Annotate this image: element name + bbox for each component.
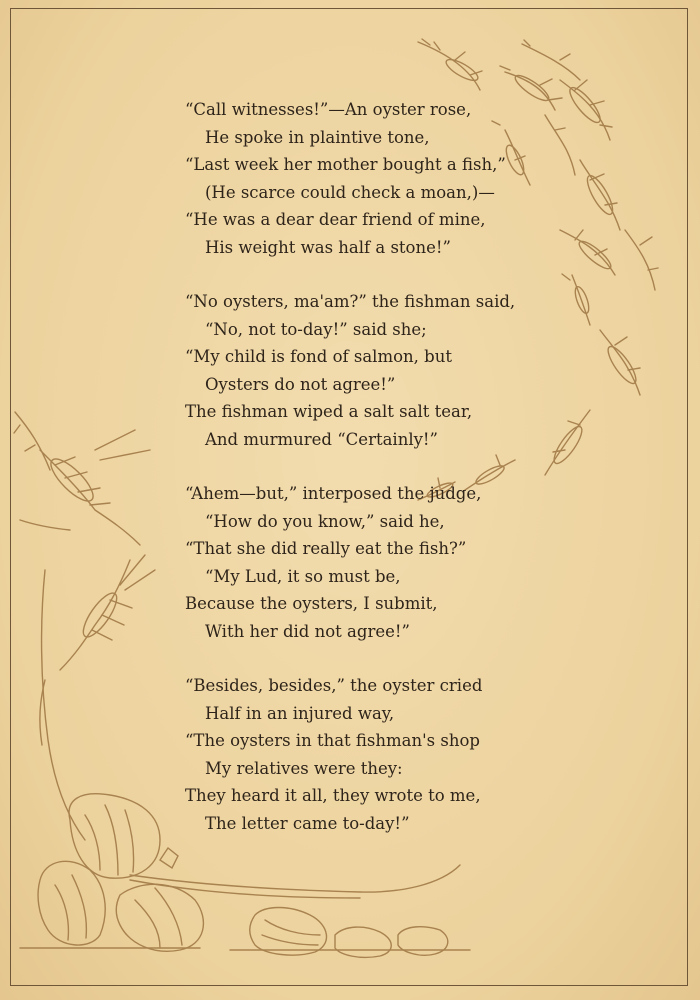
poem-line: The fishman wiped a salt salt tear, [185,402,473,421]
poem [185,96,525,864]
stanza-2 [185,288,525,453]
poem-line: Because the oysters, I submit, [185,594,438,613]
poem-line: The letter came to-day!” [205,813,410,833]
stanza-3 [185,480,525,645]
poem-line: “No oysters, ma'am?” the fishman said, [185,292,516,311]
poem-line: “Last week her mother bought a fish,” [185,155,506,174]
poem-line: “That she did really eat the fish?” [185,539,467,558]
poem-line: “Ahem—but,” interposed the judge, [185,484,482,503]
poem-line: “Besides, besides,” the oyster cried [185,676,483,695]
poem-line: Oysters do not agree!” [205,374,396,394]
shrimp-cluster-illustration [14,412,155,840]
poem-line: “No, not to-day!” said she; [205,319,427,339]
poem-line: “The oysters in that fishman's shop [185,731,480,750]
poem-line: And murmured “Certainly!” [205,429,438,449]
stanza-4 [185,672,525,837]
poem-line: With her did not agree!” [205,621,410,641]
poem-line: “My Lud, it so must be, [205,566,401,586]
poem-line: Half in an injured way, [205,703,395,723]
poem-line: “My child is fond of salmon, but [185,347,452,366]
poem-line: (He scarce could check a moan,)— [205,182,495,202]
poem-line: My relatives were they: [205,758,403,778]
poem-line: He spoke in plaintive tone, [205,127,430,147]
poem-line: “He was a dear dear friend of mine, [185,210,486,229]
stanza-1 [185,96,525,261]
poem-line: They heard it all, they wrote to me, [185,786,481,805]
poem-line: “How do you know,” said he, [205,511,445,531]
poem-line: “Call witnesses!”—An oyster rose, [185,100,472,119]
poem-line: His weight was half a stone!” [205,237,451,257]
